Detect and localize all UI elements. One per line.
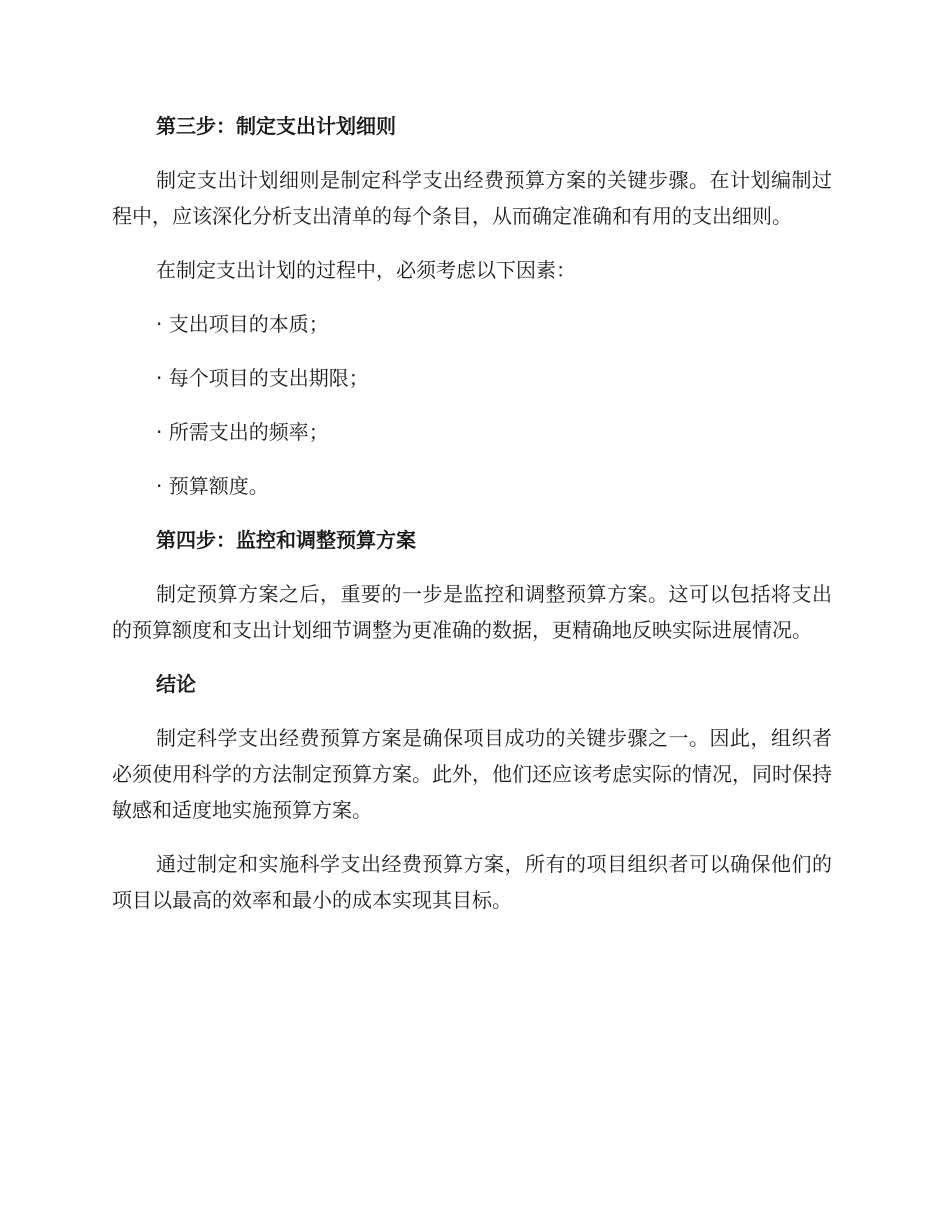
paragraph-step3-factors: 在制定支出计划的过程中，必须考虑以下因素：: [156, 258, 576, 282]
list-item: · 支出项目的本质；: [156, 312, 329, 336]
list-item: · 每个项目的支出期限；: [156, 366, 369, 390]
paragraph-step4: 制定预算方案之后，重要的一步是监控和调整预算方案。这可以包括将支出的预算额度和支出计划细节调整为更准确的数据，更精确地反映实际进展情况。: [112, 582, 832, 642]
section-heading-step4: 第四步：监控和调整预算方案: [156, 528, 416, 552]
section-heading-conclusion: 结论: [156, 672, 196, 696]
document-page: [112, 108, 832, 936]
paragraph-step3-intro: 制定支出计划细则是制定科学支出经费预算方案的关键步骤。在计划编制过程中，应该深化分析支出清单的每个条目，从而确定准确和有用的支出细则。: [112, 168, 832, 228]
paragraph-conclusion-1: 制定科学支出经费预算方案是确保项目成功的关键步骤之一。因此，组织者必须使用科学的方法制定预算方案。此外，他们还应该考虑实际的情况，同时保持敏感和适度地实施预算方案。: [112, 726, 832, 822]
paragraph-conclusion-2: 通过制定和实施科学支出经费预算方案，所有的项目组织者可以确保他们的项目以最高的效率和最小的成本实现其目标。: [112, 852, 832, 912]
section-heading-step3: 第三步：制定支出计划细则: [156, 114, 396, 138]
list-item: · 预算额度。: [156, 474, 269, 498]
list-item: · 所需支出的频率；: [156, 420, 329, 444]
